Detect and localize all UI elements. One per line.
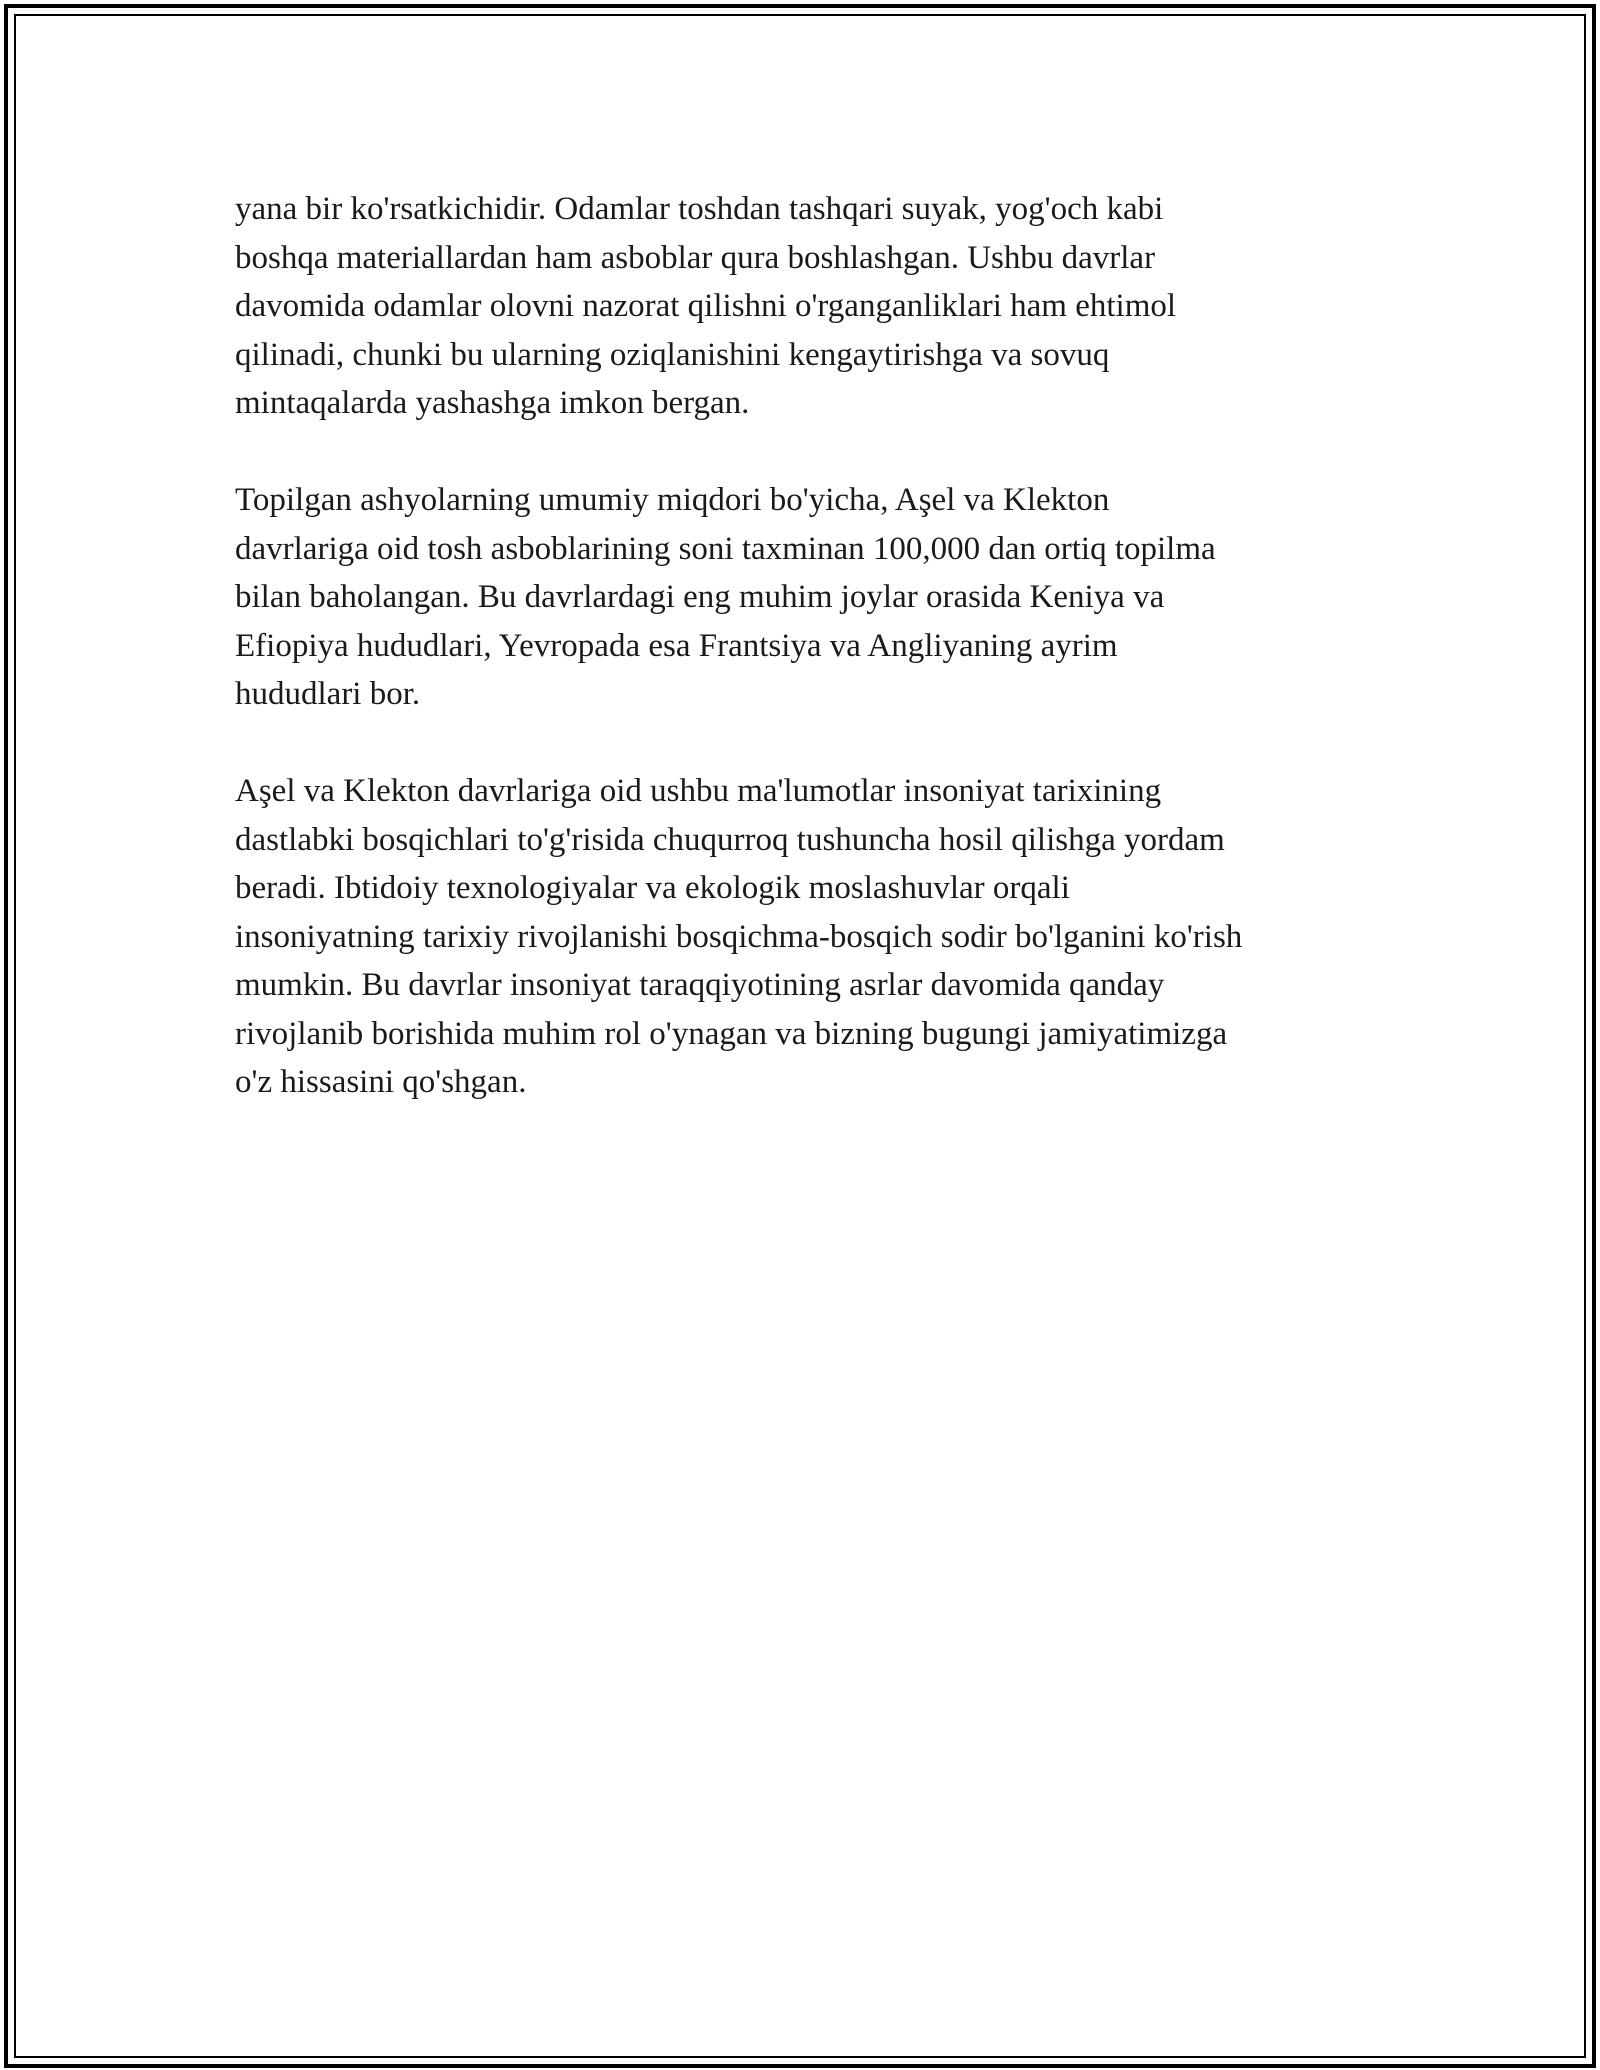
text-line: hududlari bor. [235, 676, 421, 712]
text-line: Aşel va Klekton davrlariga oid ushbu ma'lumotlar insoniyat tarixining [235, 773, 1162, 809]
text-line: davrlariga oid tosh asboblarining soni taxminan 100,000 dan ortiq topilma [235, 530, 1216, 567]
paragraph-2 [235, 476, 1370, 719]
text-line: mintaqalarda yashashga imkon bergan. [235, 385, 750, 421]
text-line: mumkin. Bu davrlar insoniyat taraqqiyotining asrlar davomida qanday [235, 967, 1165, 1003]
text-line: yana bir ko'rsatkichidir. Odamlar toshdan tashqari suyak, yog'och kabi [235, 191, 1164, 227]
document-body [235, 185, 1370, 1155]
text-line: qilinadi, chunki bu ularning oziqlanishini kengaytirishga va sovuq [235, 336, 1110, 373]
text-line: bilan baholangan. Bu davrlardagi eng muhim joylar orasida Keniya va [235, 579, 1165, 615]
text-line: o'z hissasini qo'shgan. [235, 1064, 527, 1100]
paragraph-1 [235, 185, 1370, 428]
text-line: Topilgan ashyolarning umumiy miqdori bo'yicha, Aşel va Klekton [235, 482, 1110, 518]
text-line: beradi. Ibtidoiy texnologiyalar va ekologik moslashuvlar orqali [235, 870, 1070, 906]
text-line: Efiopiya hududlari, Yevropada esa Frantsiya va Angliyaning ayrim [235, 627, 1118, 664]
text-line: dastlabki bosqichlari to'g'risida chuqurroq tushuncha hosil qilishga yordam [235, 821, 1225, 858]
text-line: boshqa materiallardan ham asboblar qura boshlashgan. Ushbu davrlar [235, 239, 1156, 276]
text-line: insoniyatning tarixiy rivojlanishi bosqichma-bosqich sodir bo'lganini ko'rish [235, 918, 1243, 955]
text-line: davomida odamlar olovni nazorat qilishni o'rganganliklari ham ehtimol [235, 288, 1177, 324]
text-line: rivojlanib borishida muhim rol o'ynagan va bizning bugungi jamiyatimizga [235, 1015, 1228, 1052]
paragraph-3 [235, 767, 1370, 1107]
